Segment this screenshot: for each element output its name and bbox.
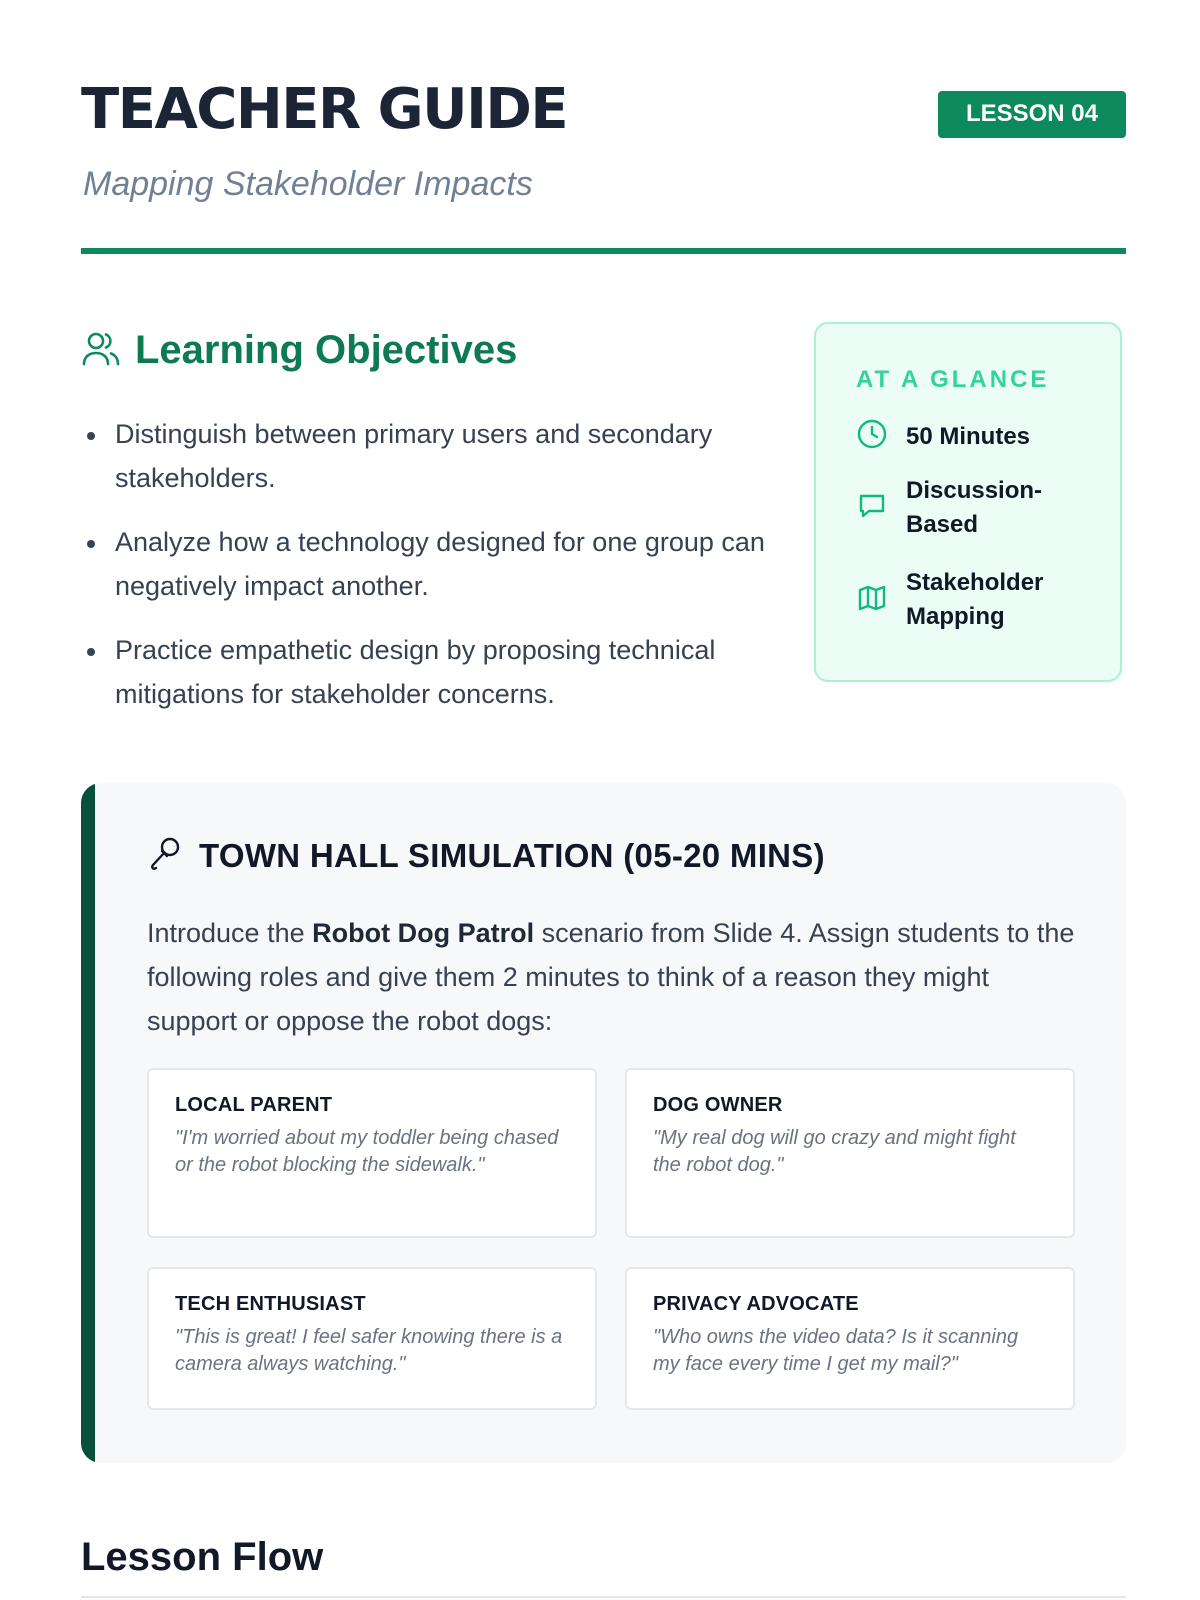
role-name: TECH ENTHUSIAST [175, 1293, 366, 1315]
page-title: TEACHER GUIDE [81, 77, 568, 142]
glance-item-activity [856, 566, 1056, 634]
glance-item-text: Discussion-Based [906, 477, 1043, 538]
role-card-dog-owner [625, 1068, 1075, 1238]
clock-icon [856, 418, 888, 455]
glance-item-duration [856, 418, 1030, 455]
glance-item-text: Stakeholder Mapping [906, 569, 1044, 630]
glance-item-format [856, 474, 1046, 542]
town-hall-intro [147, 911, 1077, 1043]
users-icon [81, 328, 121, 373]
role-name: LOCAL PARENT [175, 1094, 333, 1116]
objective-item: Distinguish between primary users and secondary stakeholders. [81, 412, 771, 500]
lesson-flow-title: Lesson Flow [81, 1535, 324, 1579]
town-hall-card [81, 783, 1126, 1463]
objective-item: Analyze how a technology designed for one group can negatively impact another. [81, 520, 771, 608]
objectives-heading [81, 328, 517, 373]
role-card-tech-enthusiast [147, 1267, 597, 1410]
at-a-glance-panel [814, 322, 1122, 682]
role-card-local-parent [147, 1068, 597, 1238]
lesson-badge: LESSON 04 [938, 91, 1126, 138]
role-name: PRIVACY ADVOCATE [653, 1293, 859, 1315]
objectives-list [81, 412, 771, 736]
glance-item-text: 50 Minutes [906, 422, 1031, 450]
role-quote: "Who owns the video data? Is it scanning my face every time I get my mail?" [653, 1326, 1019, 1375]
intro-text: Introduce the [147, 918, 313, 948]
town-hall-heading [147, 835, 825, 876]
microphone-icon [147, 835, 183, 876]
role-name: DOG OWNER [653, 1094, 783, 1116]
map-icon [856, 582, 888, 619]
objective-item: Practice empathetic design by proposing technical mitigations for stakeholder concerns. [81, 628, 771, 716]
scenario-name: Robot Dog Patrol [312, 918, 535, 948]
role-quote: "This is great! I feel safer knowing there is a camera always watching." [175, 1326, 563, 1375]
intro-text: scenario from Slide 4. Assign students to the following roles and give them 2 minutes to think of a reason they might support or oppose the robot dogs: [147, 918, 1075, 1036]
card-accent-bar [81, 783, 95, 1463]
page-subtitle: Mapping Stakeholder Impacts [83, 165, 533, 203]
glance-title: AT A GLANCE [856, 366, 1050, 393]
role-card-privacy-advocate [625, 1267, 1075, 1410]
role-quote: "I'm worried about my toddler being chased or the robot blocking the sidewalk." [175, 1127, 559, 1176]
header-divider [81, 248, 1126, 254]
lesson-flow-divider [81, 1596, 1126, 1598]
role-quote: "My real dog will go crazy and might fight the robot dog." [653, 1127, 1016, 1176]
town-hall-title: TOWN HALL SIMULATION (05-20 MINS) [199, 836, 825, 874]
objectives-title: Learning Objectives [135, 328, 518, 372]
chat-icon [856, 490, 888, 527]
